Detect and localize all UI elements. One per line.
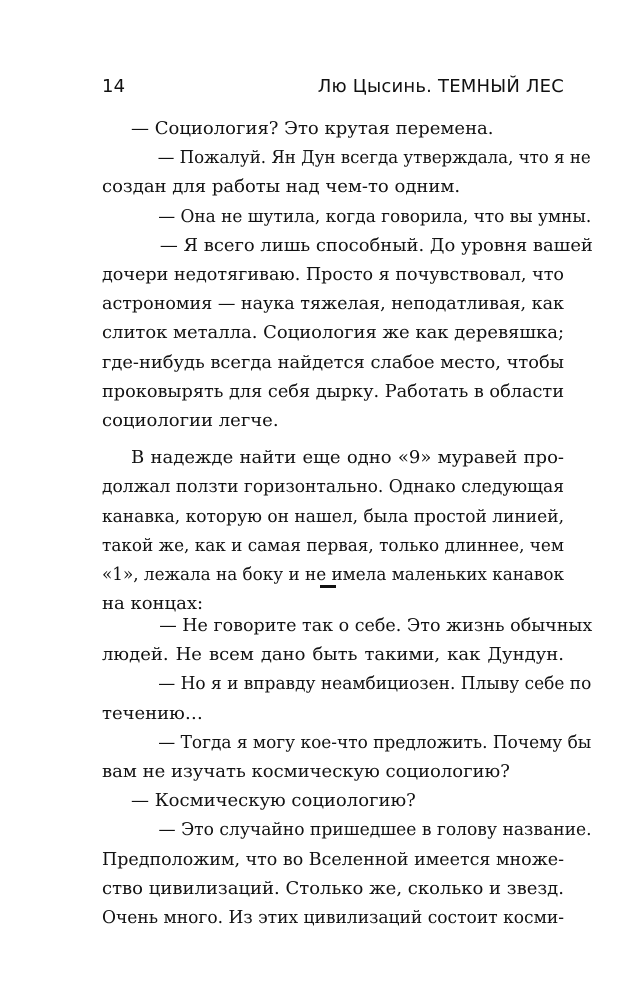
- text-line: канавка, которую он нашел, была простой линией,: [102, 505, 564, 527]
- paragraph: [102, 443, 564, 618]
- paragraph: [102, 611, 593, 669]
- text-line: людей. Не всем дано быть такими, как Дундун.: [102, 644, 564, 666]
- text-line: дочери недотягиваю. Просто я почувствовал, что: [102, 264, 564, 286]
- dash-glyph: [320, 585, 336, 588]
- text-line: — Это случайно пришедшее в голову название.: [158, 819, 592, 841]
- text-line: — Не говорите так о себе. Это жизнь обычных: [159, 615, 593, 636]
- text-line: слиток металла. Социология же как деревяшка;: [102, 322, 564, 344]
- text-line: — Тогда я могу кое-что предложить. Почему бы: [158, 731, 592, 753]
- text-line: астрономия — наука тяжелая, неподатливая, как: [102, 293, 564, 315]
- text-line: — Она не шутила, когда говорила, что вы умны.: [158, 205, 592, 227]
- text-line: — Но я и вправду неамбициозен. Плыву себе по: [158, 673, 592, 695]
- paragraph: [102, 114, 564, 143]
- page-number: 14: [102, 76, 126, 97]
- text-line: — Социология? Это крутая перемена.: [131, 118, 494, 139]
- text-line: Предположим, что во Вселенной имеется множе-: [102, 848, 564, 870]
- paragraph: [102, 728, 592, 786]
- running-head: Лю Цысинь. ТЕМНЫЙ ЛЕС: [317, 76, 564, 97]
- text-line: Очень много. Из этих цивилизаций состоит косми-: [102, 907, 564, 929]
- text-line: где-нибудь всегда найдется слабое место, чтобы: [102, 351, 564, 373]
- text-line: ство цивилизаций. Столько же, сколько и звезд.: [102, 877, 564, 899]
- text-line: — Пожалуй. Ян Дун всегда утверждала, что я не: [157, 147, 591, 169]
- text-line: — Космическую социологию?: [131, 790, 416, 812]
- text-line: В надежде найти еще одно «9» муравей про-: [131, 447, 564, 469]
- text-line: «1», лежала на боку и не имела маленьких канавок: [102, 564, 564, 586]
- text-line: вам не изучать космическую социологию?: [102, 761, 510, 783]
- text-line: должал ползти горизонтально. Однако следующая: [102, 476, 564, 498]
- page-header: [102, 76, 564, 102]
- text-line: создан для работы над чем-то одним.: [102, 176, 461, 198]
- text-line: такой же, как и самая первая, только длиннее, чем: [102, 534, 564, 556]
- text-block-top: [102, 114, 593, 618]
- paragraph-gap: [102, 435, 564, 443]
- text-line: социологии легче.: [102, 410, 279, 432]
- paragraph: [102, 143, 591, 201]
- paragraph: [102, 815, 592, 932]
- paragraph: [102, 231, 593, 435]
- paragraph: [102, 669, 592, 727]
- text-line: течению…: [102, 702, 203, 724]
- text-line: проковырять для себя дырку. Работать в области: [102, 380, 564, 402]
- paragraph: [102, 786, 564, 815]
- text-line: — Я всего лишь способный. До уровня вашей: [159, 234, 593, 256]
- text-line: на концах:: [102, 593, 204, 615]
- paragraph: [102, 202, 592, 231]
- text-block-bottom: [102, 611, 593, 932]
